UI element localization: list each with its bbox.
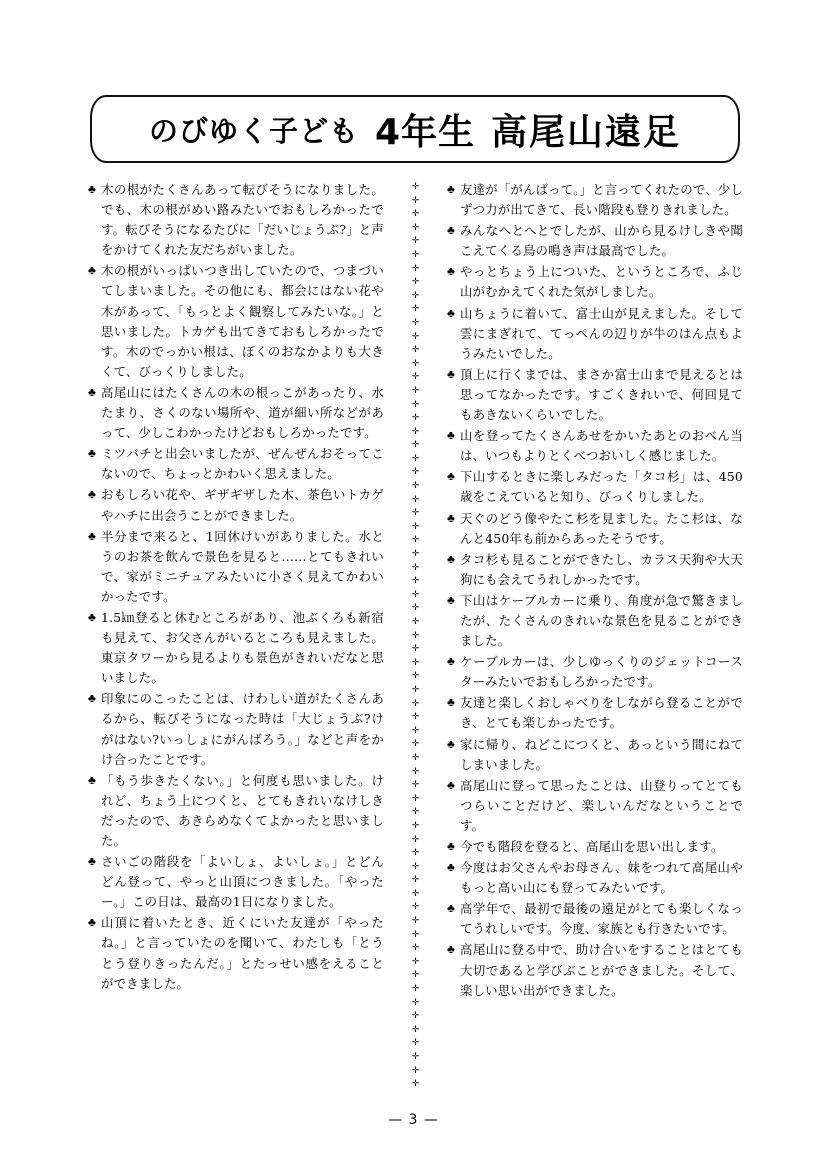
clover-bullet-icon: ♣: [447, 777, 455, 792]
divider-dot-icon: ✛: [411, 670, 420, 681]
divider-dot-icon: ✛: [411, 629, 420, 640]
paragraph-text: 今度はお父さんやお母さん、妹をつれて高尾山やもっと高い山にも登ってみたいです。: [460, 860, 743, 896]
paragraph-text: 高尾山に登って思ったことは、山登りってとてもつらいことだけど、楽しいんだなということです。: [460, 777, 743, 833]
divider-dot-icon: ✛: [411, 452, 420, 463]
clover-bullet-icon: ♣: [447, 469, 455, 484]
divider-dot-icon: ✛: [411, 235, 420, 246]
list-item: [88, 180, 384, 260]
clover-bullet-icon: ♣: [447, 942, 455, 957]
list-item: [447, 304, 743, 364]
list-item: [447, 837, 743, 857]
paragraph-text: ケーブルカーは、少しゆっくりのジェットコースターみたいでおもしろかったです。: [460, 654, 743, 690]
list-item: [88, 444, 384, 484]
page-number: — 3 —: [388, 1112, 439, 1128]
divider-dot-icon: ✛: [411, 1023, 420, 1034]
divider-dot-icon: ✛: [411, 819, 420, 830]
list-item: [447, 365, 743, 425]
divider-dot-icon: ✛: [411, 208, 420, 219]
clover-bullet-icon: ♣: [88, 915, 96, 930]
clover-bullet-icon: ♣: [447, 901, 455, 916]
divider-dot-icon: ✛: [411, 887, 420, 898]
paragraph-text: 友達と楽しくおしゃべりをしながら登ることができ、とても楽しかったです。: [460, 695, 743, 731]
clover-bullet-icon: ♣: [88, 609, 96, 624]
grade-label: 4年生: [374, 111, 476, 153]
list-item: [447, 940, 743, 1000]
divider-dot-icon: ✛: [411, 996, 420, 1007]
clover-bullet-icon: ♣: [88, 691, 96, 706]
divider-dot-icon: ✛: [411, 412, 420, 423]
list-item: [447, 221, 743, 261]
divider-dot-icon: ✛: [411, 1051, 420, 1061]
list-item: [88, 485, 384, 525]
divider-dot-icon: ✛: [411, 493, 420, 504]
list-item: [447, 776, 743, 836]
paragraph-text: 友達が「がんばって。」と言ってくれたので、少しずつ力が出てきて、長い階段も登りきれました。: [460, 182, 743, 218]
divider-dot-icon: ✛: [411, 575, 420, 586]
paragraph-text: 今でも階段を登ると、高尾山を思い出します。: [460, 839, 724, 854]
publication-title: のびゆく子ども: [148, 113, 359, 148]
paragraph-text: 下山するときに楽しみだった「タコ杉」は、450歳をこえていると知り、びっくりしました。: [460, 469, 743, 505]
clover-bullet-icon: ♣: [88, 854, 96, 869]
divider-dot-icon: ✛: [411, 520, 420, 531]
divider-dot-icon: ✛: [411, 466, 420, 477]
paragraph-text: 頂上に行くまでは、まさか富士山まで見えるとは思ってなかったです。すごくきれいで、何回見てもあきないくらいでした。: [460, 366, 743, 423]
clover-bullet-icon: ♣: [447, 428, 455, 443]
list-item: [88, 261, 384, 382]
clover-bullet-icon: ♣: [88, 182, 96, 196]
list-item: [447, 652, 743, 692]
divider-dot-icon: ✛: [411, 792, 420, 803]
divider-dot-icon: ✛: [411, 1010, 420, 1021]
paragraph-text: 山頂に着いたとき、近くにいた友達が「やったね。」と言っていたのを聞いて、わたしも「とうとう登りきったんだ。」とたっせい感をえることができました。: [101, 915, 384, 991]
divider-dot-icon: ✛: [411, 588, 420, 599]
divider-dot-icon: ✛: [411, 507, 420, 518]
divider-dot-icon: ✛: [411, 344, 420, 355]
divider-dot-icon: ✛: [411, 371, 420, 382]
divider-dot-icon: ✛: [411, 806, 420, 817]
clover-bullet-icon: ♣: [447, 695, 455, 710]
divider-dot-icon: ✛: [411, 765, 420, 776]
divider-dot-icon: ✛: [411, 602, 420, 613]
paragraph-text: 山を登ってたくさんあせをかいたあとのおべん当は、いつもよりとくべつおいしく感じました。: [460, 428, 743, 464]
divider-dot-icon: ✛: [411, 942, 420, 953]
list-item: [88, 383, 384, 443]
divider-dot-icon: ✛: [411, 262, 420, 273]
clover-bullet-icon: ♣: [88, 528, 96, 543]
divider-dot-icon: ✛: [411, 711, 420, 722]
divider-dot-icon: ✛: [411, 316, 420, 327]
list-item: [88, 527, 384, 607]
list-item: [447, 467, 743, 507]
paragraph-text: 半分まで来ると、1回休けいがありました。水とうのお茶を飲んで景色を見ると……とてもきれいで、家がミニチュアみたいに小さく見えてかわいかったです。: [101, 528, 384, 604]
clover-bullet-icon: ♣: [447, 182, 455, 196]
divider-dot-icon: ✛: [411, 656, 420, 667]
divider-dot-icon: ✛: [411, 194, 420, 205]
list-item: [88, 913, 384, 993]
paragraph-text: 1.5㎞登ると休むところがあり、池ぶくろも新宿も見えて、お父さんがいるところも見えました。東京タワーから見るよりも景色がきれいだなと思いました。: [101, 609, 384, 686]
paragraph-text: 家に帰り、ねどこにつくと、あっという間にねてしまいました。: [460, 736, 743, 772]
clover-bullet-icon: ♣: [447, 366, 455, 381]
list-item: [447, 591, 743, 651]
paragraph-text: 山ちょうに着いて、富士山が見えました。そして雲にまぎれて、てっぺんの辺りが牛のはん点もようみたいでした。: [460, 305, 743, 361]
list-item: [447, 735, 743, 775]
divider-dot-icon: ✛: [411, 303, 420, 314]
list-item: [447, 550, 743, 590]
clover-bullet-icon: ♣: [447, 223, 455, 238]
divider-dot-icon: ✛: [411, 480, 420, 491]
clover-bullet-icon: ♣: [447, 551, 455, 566]
paragraph-text: 「もう歩きたくない。」と何度も思いました。けれど、ちょう上につくと、とてもきれいなけしきだったので、あきらめなくてよかったと思いました。: [101, 772, 384, 848]
paragraph-text: 高学年で、最初で最後の遠足がとても楽しくなってうれしいです。今度、家族とも行きたいです。: [460, 901, 743, 937]
divider-dot-icon: ✛: [411, 425, 420, 436]
list-item: [88, 771, 384, 851]
divider-dot-icon: ✛: [411, 616, 420, 626]
divider-dot-icon: ✛: [411, 181, 420, 191]
paragraph-text: 木の根がたくさんあって転びそうになりました。でも、木の根がめい路みたいでおもしろかったです。転びそうになるたびに「だいじょうぶ?」と声をかけてくれた友だちがいました。: [101, 182, 384, 258]
clover-bullet-icon: ♣: [88, 263, 96, 278]
divider-dot-icon: ✛: [411, 751, 420, 762]
clover-bullet-icon: ♣: [447, 592, 455, 607]
clover-bullet-icon: ♣: [447, 736, 455, 751]
paragraph-text: さいごの階段を「よいしょ、よいしょ。」とどんどん登って、やっと山頂につきました。「やったー。」この日は、最高の1日になりました。: [101, 854, 384, 910]
list-item: [88, 608, 384, 688]
paragraph-text: ミツバチと出会いましたが、ぜんぜんおそってこないので、ちょっとかわいく思えました。: [101, 446, 384, 482]
article-columns: [88, 180, 743, 1110]
clover-bullet-icon: ♣: [88, 772, 96, 787]
paragraph-text: タコ杉も見ることができたし、カラス天狗や大天狗にも会えてうれしかったです。: [460, 551, 743, 587]
clover-bullet-icon: ♣: [447, 654, 455, 669]
divider-dot-icon: ✛: [411, 779, 420, 790]
divider-dot-icon: ✛: [411, 1037, 420, 1048]
clover-bullet-icon: ♣: [447, 264, 455, 279]
clover-bullet-icon: ♣: [447, 839, 455, 853]
list-item: [88, 852, 384, 912]
divider-dot-icon: ✛: [411, 833, 420, 844]
clover-bullet-icon: ♣: [447, 860, 455, 875]
divider-dot-icon: ✛: [411, 439, 420, 450]
list-item: [447, 693, 743, 733]
paragraph-text: 高尾山に登る中で、助け合いをすることはとても大切であると学びぶことができました。そして、楽しい思い出ができました。: [460, 942, 743, 998]
divider-dot-icon: ✛: [411, 983, 420, 994]
divider-dot-icon: ✛: [411, 724, 420, 735]
divider-dot-icon: ✛: [411, 643, 420, 654]
divider-dot-icon: ✛: [411, 357, 420, 368]
list-item: [447, 509, 743, 549]
divider-dot-icon: ✛: [411, 697, 420, 708]
divider-dot-icon: ✛: [411, 384, 420, 395]
list-item: [447, 899, 743, 939]
column-divider: [384, 180, 447, 1090]
divider-dot-icon: ✛: [411, 1078, 420, 1089]
clover-bullet-icon: ♣: [88, 384, 96, 399]
clover-bullet-icon: ♣: [88, 487, 96, 502]
paragraph-text: みんなへとへとでしたが、山から見るけしきや聞こえてくる鳥の鳴き声は最高でした。: [460, 223, 743, 259]
right-column: [447, 180, 743, 1002]
divider-dot-icon: ✛: [411, 928, 420, 939]
banner-content: [90, 95, 740, 163]
clover-bullet-icon: ♣: [88, 446, 96, 461]
header-banner: [90, 95, 740, 163]
divider-dot-icon: ✛: [411, 330, 420, 341]
paragraph-text: 下山はケーブルカーに乗り、角度が急で驚きましたが、たくさんのきれいな景色を見ることができました。: [460, 592, 743, 649]
divider-dot-icon: ✛: [411, 860, 420, 871]
paragraph-text: やっとちょう上についた、というところで、ふじ山がむかえてくれた気がしました。: [460, 264, 743, 300]
paragraph-text: 印象にのこったことは、けわしい道がたくさんあるから、転びそうになった時は「大じょうぶ?けがはない?いっしょにがんばろう。」などと声をかけ合ったことです。: [101, 691, 384, 767]
list-item: [447, 858, 743, 898]
paragraph-text: 高尾山にはたくさんの木の根っこがあったり、水たまり、さくのない場所や、道が細い所などがあって、少しこわかったけどおもしろかったです。: [101, 384, 384, 441]
divider-dot-icon: ✛: [411, 955, 420, 966]
list-item: [447, 180, 743, 220]
divider-dot-icon: ✛: [411, 847, 420, 858]
divider-dot-icon: ✛: [411, 561, 420, 572]
left-column: [88, 180, 384, 995]
divider-dot-icon: ✛: [411, 915, 420, 926]
divider-dot-icon: ✛: [411, 534, 420, 545]
divider-dot-icon: ✛: [411, 738, 420, 749]
paragraph-text: 木の根がいっぱいつき出していたので、つまづいてしまいました。その他にも、都会にはない花や木があって、「もっとよく観察してみたいな。」と思いました。トカゲも出てきておもしろかったです。木のでっかい根は、ぼくのおなかよりも大きくて、びっくりしました。: [101, 263, 384, 379]
divider-dot-icon: ✛: [411, 398, 420, 409]
divider-dot-icon: ✛: [411, 1064, 420, 1075]
divider-dot-icon: ✛: [411, 683, 420, 694]
paragraph-text: 天ぐのどう像やたこ杉を見ました。たこ杉は、なんと450年も前からあったそうです。: [460, 510, 743, 546]
divider-dot-icon: ✛: [411, 248, 420, 259]
event-title: 高尾山遠足: [491, 111, 682, 153]
clover-bullet-icon: ♣: [447, 510, 455, 525]
divider-dot-icon: ✛: [411, 276, 420, 287]
clover-bullet-icon: ♣: [447, 305, 455, 320]
divider-dot-icon: ✛: [411, 874, 420, 885]
divider-dot-icon: ✛: [411, 548, 420, 559]
list-item: [88, 689, 384, 769]
list-item: [447, 262, 743, 302]
divider-dot-icon: ✛: [411, 289, 420, 300]
list-item: [447, 426, 743, 466]
divider-dot-icon: ✛: [411, 969, 420, 980]
divider-dot-icon: ✛: [411, 221, 420, 232]
paragraph-text: おもしろい花や、ギザギザした木、茶色いトカゲやハチに出会うことができました。: [101, 487, 384, 523]
divider-dot-icon: ✛: [411, 901, 420, 912]
